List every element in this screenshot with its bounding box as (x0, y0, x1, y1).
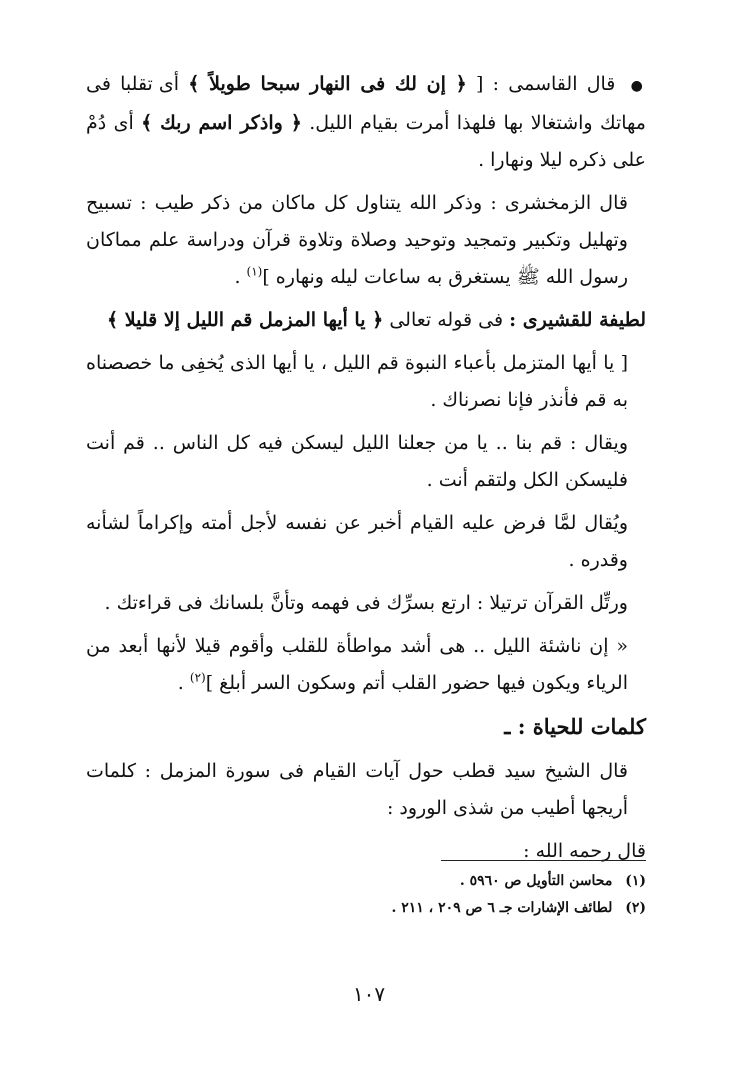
nashiah-text: « إن ناشئة الليل .. هى أشد مواطأة للقلب وأقوم قيلا لأنها أبعد من الرياء ويكون فيها حضور القلب أتم وسكون السر أبلغ ] (86, 635, 628, 694)
main-text (86, 66, 646, 876)
paragraph-zamakhshari (86, 185, 646, 296)
paragraph-qala: قال رحمه الله : (523, 840, 646, 862)
footnote-text: محاسن التأويل ص ٥٩٦٠ . (459, 873, 613, 889)
footnotes (86, 868, 646, 922)
paragraph-qushayri (86, 302, 646, 339)
paragraph-qasimi (86, 66, 646, 179)
zamakhshari-text: قال الزمخشرى : وذكر الله يتناول كل ماكان من ذكر طيب : تسبيح وتهليل وتكبير وتمجيد وتوحيد وصلاة وتلاوة قرآن ودراسة علم مماكان رسول الله ﷺ يستغرق به ساعات ليله ونهاره ] (86, 192, 628, 288)
paragraph-yuqal-1: ويقال : قم بنا .. يا من جعلنا الليل ليسكن فيه كل الناس .. قم أنت فليسكن الكل ولتقم أنت . (86, 432, 628, 491)
qasimi-lead: قال القاسمى : [ (476, 73, 616, 95)
footnote-text: لطائف الإشارات جـ ٦ ص ٢٠٩ ، ٢١١ . (391, 900, 613, 916)
footnote-number: (١) (625, 873, 646, 889)
qasimi-tail: أى دُمْ على ذكره ليلا ونهارا . (86, 112, 646, 171)
nashiah-end: . (177, 672, 190, 694)
footnote-item (86, 868, 646, 895)
footnote-ref-1: (١) (246, 264, 263, 279)
paragraph-nashiah (86, 628, 646, 702)
section-heading: كلمات للحياة : ـ (504, 714, 646, 739)
qushayri-mid: فى قوله تعالى (389, 309, 504, 331)
paragraph-rattil: ورتِّل القرآن ترتيلا : ارتع بسرِّك فى فهمه وتأنَّ بلسانك فى قراءتك . (104, 592, 628, 614)
bullet-icon: ● (630, 78, 646, 94)
zamakhshari-end: . (234, 266, 247, 288)
qasimi-mid: أى تقلبا فى مهاتك واشتغالا بها فلهذا أمرت بقيام الليل. (86, 73, 646, 134)
footnote-divider (441, 860, 646, 861)
footnote-ref-2: (٢) (189, 670, 206, 685)
paragraph-yuqal-2: ويُقال لمَّا فرض عليه القيام أخبر عن نفسه لأجل أمته وإكراماً لشأنه وقدره . (86, 512, 628, 571)
page-number: ١٠٧ (352, 982, 386, 1006)
quran-verse-3: ﴿ يا أيها المزمل قم الليل إلا قليلا ﴾ (107, 309, 384, 331)
footnote-number: (٢) (625, 900, 646, 916)
qushayri-lead: لطيفة للقشيرى : (509, 309, 646, 331)
quran-verse-1: ﴿ إن لك فى النهار سبحا طويلاً ﴾ (188, 73, 467, 95)
quran-verse-2: ﴿ واذكر اسم ربك ﴾ (141, 112, 302, 134)
footnote-item (86, 895, 646, 922)
paragraph-muzzammil: [ يا أيها المتزمل بأعباء النبوة قم الليل ، يا أيها الذى يُخفِى ما خصصناه به قم فأنذر فإنا نصرناك . (86, 352, 628, 411)
paragraph-sayyid-qutb: قال الشيخ سيد قطب حول آيات القيام فى سورة المزمل : كلمات أريجها أطيب من شذى الورود : (86, 760, 628, 819)
